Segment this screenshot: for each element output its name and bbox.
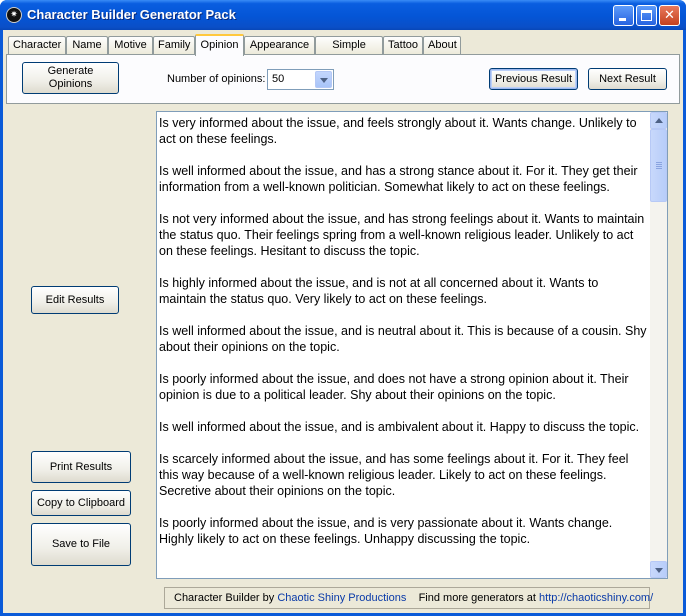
result-entry: Is well informed about the issue, and has a strong stance about it. For it. They get their information from a well-known politician. Somewhat likely to act on these feelings.: [159, 164, 638, 194]
opinion-tab-panel: [6, 54, 680, 104]
tab-simple-char[interactable]: Simple: [315, 36, 383, 55]
tab-family[interactable]: Family: [153, 36, 195, 55]
grip-line: [656, 166, 662, 167]
opinion-count-select[interactable]: [267, 69, 334, 90]
save-to-file-button[interactable]: Save to File: [31, 523, 131, 566]
opinion-count-label: Number of opinions:: [167, 73, 266, 85]
tab-motive[interactable]: Motive: [108, 36, 153, 55]
result-entry: Is not very informed about the issue, and has strong feelings about it. Wants to maintain the status quo. Their feelings spring from a well-known religious leader. Unlikely to act on these feelings. Hesitant to discuss the topic.: [159, 212, 645, 258]
status-more: Find more generators at: [418, 592, 540, 604]
result-entry: Is well informed about the issue, and is ambivalent about it. Happy to discuss the topic.: [159, 420, 640, 434]
results-text: [159, 115, 649, 563]
tab-about[interactable]: About: [423, 36, 461, 55]
next-result-button[interactable]: Next Result: [588, 68, 667, 90]
author-link[interactable]: Chaotic Shiny Productions: [277, 592, 407, 604]
generate-opinions-button[interactable]: [22, 62, 119, 94]
result-entry: Is well informed about the issue, and is neutral about it. This is because of a cousin. Shy about their opinions on the topic.: [159, 324, 647, 354]
previous-result-button[interactable]: Previous Result: [489, 68, 578, 90]
close-button[interactable]: [659, 5, 680, 26]
scroll-thumb[interactable]: [650, 129, 667, 202]
edit-results-button[interactable]: Edit Results: [31, 286, 119, 314]
website-link[interactable]: http://chaoticshiny.com/: [539, 592, 654, 604]
results-textarea[interactable]: [156, 111, 668, 579]
result-entry: Is scarcely informed about the issue, and has some feelings about it. For it. They feel this way because of a well-known religious leader. Likely to act on these feelings. Secretive about their opinions on the topic.: [159, 452, 629, 498]
minimize-button[interactable]: [613, 5, 634, 26]
dropdown-button[interactable]: [315, 71, 332, 88]
scroll-down-button[interactable]: [650, 561, 667, 578]
maximize-icon: [641, 10, 652, 21]
copy-to-clipboard-button[interactable]: Copy to Clipboard: [31, 490, 131, 516]
vertical-scrollbar[interactable]: [650, 112, 667, 578]
tab-name[interactable]: Name: [66, 36, 108, 55]
grip-line: [656, 162, 662, 163]
scroll-up-button[interactable]: [650, 112, 667, 129]
tab-opinion[interactable]: Opinion: [195, 34, 244, 56]
chevron-up-icon: [655, 118, 663, 123]
generate-label-line2: Opinions: [48, 78, 93, 90]
opinion-count-value: 50: [272, 73, 285, 85]
tab-tattoo[interactable]: Tattoo: [383, 36, 423, 55]
result-entry: Is highly informed about the issue, and is not at all concerned about it. Wants to maintain the status quo. Very likely to act on these feelings.: [159, 276, 599, 306]
close-icon: ✕: [664, 8, 675, 23]
client-area: [3, 30, 683, 613]
print-results-button[interactable]: Print Results: [31, 451, 131, 483]
app-icon: ✷: [6, 7, 22, 23]
status-credit: Character Builder by: [174, 592, 278, 604]
tab-appearance[interactable]: Appearance: [244, 36, 315, 55]
tab-character[interactable]: Character: [8, 36, 66, 55]
generate-label-line1: Generate: [47, 65, 94, 77]
grip-line: [656, 164, 662, 165]
status-bar: [164, 587, 654, 609]
result-entry: Is poorly informed about the issue, and is very passionate about it. Wants change. Highly likely to act on these feelings. Unhappy discussing the topic.: [159, 516, 613, 546]
result-entry: Is very informed about the issue, and feels strongly about it. Wants change. Unlikely to act on these feelings.: [159, 116, 637, 146]
result-entry: Is poorly informed about the issue, and does not have a strong opinion about it. Their opinion is due to a political leader. Shy about their opinions on the topic.: [159, 372, 629, 402]
maximize-button[interactable]: [636, 5, 657, 26]
chevron-down-icon: [655, 568, 663, 573]
chevron-down-icon: [320, 78, 328, 83]
grip-line: [656, 168, 662, 169]
window-title: Character Builder Generator Pack: [27, 7, 236, 22]
minimize-icon: [619, 18, 626, 21]
title-bar[interactable]: [0, 0, 686, 30]
